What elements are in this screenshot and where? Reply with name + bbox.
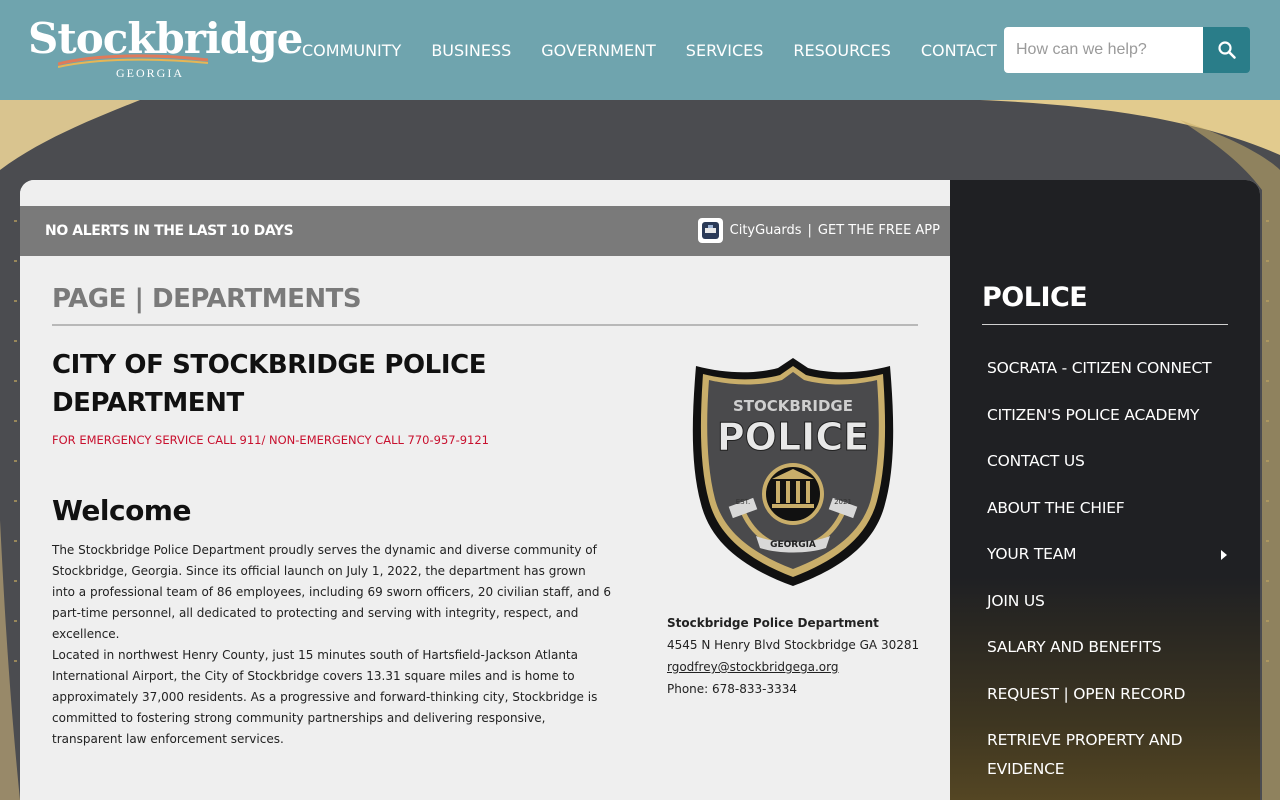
sidebar-item-label: RETRIEVE PROPERTY AND EVIDENCE: [987, 731, 1183, 778]
nav-community[interactable]: COMMUNITY: [302, 40, 402, 60]
contact-info: [667, 612, 919, 700]
cityguards-link[interactable]: [698, 218, 940, 243]
nav-contact[interactable]: CONTACT: [920, 40, 997, 60]
logo-wordmark: Stockbridge: [28, 14, 303, 63]
title-divider: [52, 324, 918, 326]
nav-business[interactable]: BUSINESS: [431, 40, 512, 60]
sidebar-item-socrata[interactable]: [987, 354, 1227, 383]
site-header: [0, 0, 1280, 100]
search-input[interactable]: [1004, 27, 1204, 73]
sidebar-item-contact-us[interactable]: [987, 447, 1227, 476]
sidebar-item-retrieve-property[interactable]: [987, 726, 1227, 784]
department-title: CITY OF STOCKBRIDGE POLICE DEPARTMENT: [52, 350, 487, 418]
cityguards-name: CityGuards: [729, 223, 802, 238]
sidebar-item-salary-benefits[interactable]: [987, 633, 1227, 662]
sidebar-item-join-us[interactable]: [987, 587, 1227, 616]
sidebar-item-label: REQUEST | OPEN RECORD: [987, 684, 1186, 703]
police-sidebar: [950, 180, 1260, 800]
badge-year-text: 2021: [834, 498, 852, 506]
search-bar: [1004, 27, 1250, 73]
search-icon: [1217, 40, 1237, 60]
contact-phone: Phone: 678-833-3334: [667, 682, 798, 696]
sidebar-item-open-record[interactable]: [987, 680, 1227, 709]
sidebar-divider: [982, 324, 1228, 325]
sidebar-item-label: SOCRATA - CITIZEN CONNECT: [987, 359, 1212, 377]
cityguards-cta: GET THE FREE APP: [817, 223, 940, 238]
nav-services[interactable]: SERVICES: [685, 40, 764, 60]
police-app-icon: [698, 218, 723, 243]
alert-text: NO ALERTS IN THE LAST 10 DAYS: [45, 223, 294, 239]
content-card: [20, 180, 1260, 800]
sidebar-item-label: ABOUT THE CHIEF: [987, 498, 1125, 517]
sidebar-item-your-team[interactable]: [987, 540, 1227, 569]
sidebar-item-label: CITIZEN'S POLICE ACADEMY: [987, 405, 1200, 424]
badge-top-text: STOCKBRIDGE: [733, 397, 853, 415]
emergency-notice: FOR EMERGENCY SERVICE CALL 911/ NON-EMERGENCY CALL 770-957-9121: [52, 433, 489, 447]
search-button[interactable]: [1203, 27, 1250, 73]
sidebar-item-police-academy[interactable]: [987, 401, 1227, 430]
welcome-heading: Welcome: [52, 494, 191, 527]
sidebar-item-label: JOIN US: [987, 591, 1045, 610]
logo-subtitle: GEORGIA: [116, 66, 184, 80]
page-title: PAGE | DEPARTMENTS: [52, 284, 362, 314]
sidebar-menu: [987, 354, 1227, 800]
main-content: [20, 180, 950, 800]
nav-resources[interactable]: RESOURCES: [793, 40, 891, 60]
sidebar-item-about-chief[interactable]: [987, 494, 1227, 523]
site-logo[interactable]: [28, 14, 303, 84]
nav-government[interactable]: GOVERNMENT: [541, 40, 656, 60]
badge-est-text: EST.: [735, 498, 751, 506]
police-badge: [690, 354, 896, 590]
cityguards-separator: |: [807, 223, 812, 238]
badge-main-text: POLICE: [716, 415, 870, 459]
contact-email-link[interactable]: rgodfrey@stockbridgega.org: [667, 660, 839, 674]
alert-bar: [20, 206, 950, 256]
badge-state-text: GEORGIA: [770, 540, 816, 550]
chevron-right-icon[interactable]: [1221, 550, 1227, 560]
main-nav: [302, 0, 1027, 100]
location-paragraph: Located in northwest Henry County, just 15 minutes south of Hartsfield-Jackson Atlanta International Airport, the City of Stockbridge covers 13.31 square miles and is home to approximately 37,000 residents. As a progressive and forward-thinking city, Stockbridge is committed to fostering strong community partnerships and delivering responsive, transparent law enforcement services.: [52, 648, 598, 746]
sidebar-item-label: CONTACT US: [987, 452, 1085, 470]
contact-address: 4545 N Henry Blvd Stockbridge GA 30281: [667, 638, 920, 652]
sidebar-title: POLICE: [982, 282, 1088, 313]
sidebar-item-label: YOUR TEAM: [987, 545, 1077, 563]
contact-name: Stockbridge Police Department: [667, 616, 879, 630]
intro-paragraph: The Stockbridge Police Department proudly serves the dynamic and diverse community of Stockbridge, Georgia. Since its official launch on July 1, 2022, the department has grown into a professional team of 86 employees, including 69 sworn officers, 20 civilian staff, and 6 part-time personnel, all dedicated to protecting and serving with integrity, respect, and excellence.: [52, 543, 611, 641]
sidebar-item-label: SALARY AND BENEFITS: [987, 638, 1162, 656]
